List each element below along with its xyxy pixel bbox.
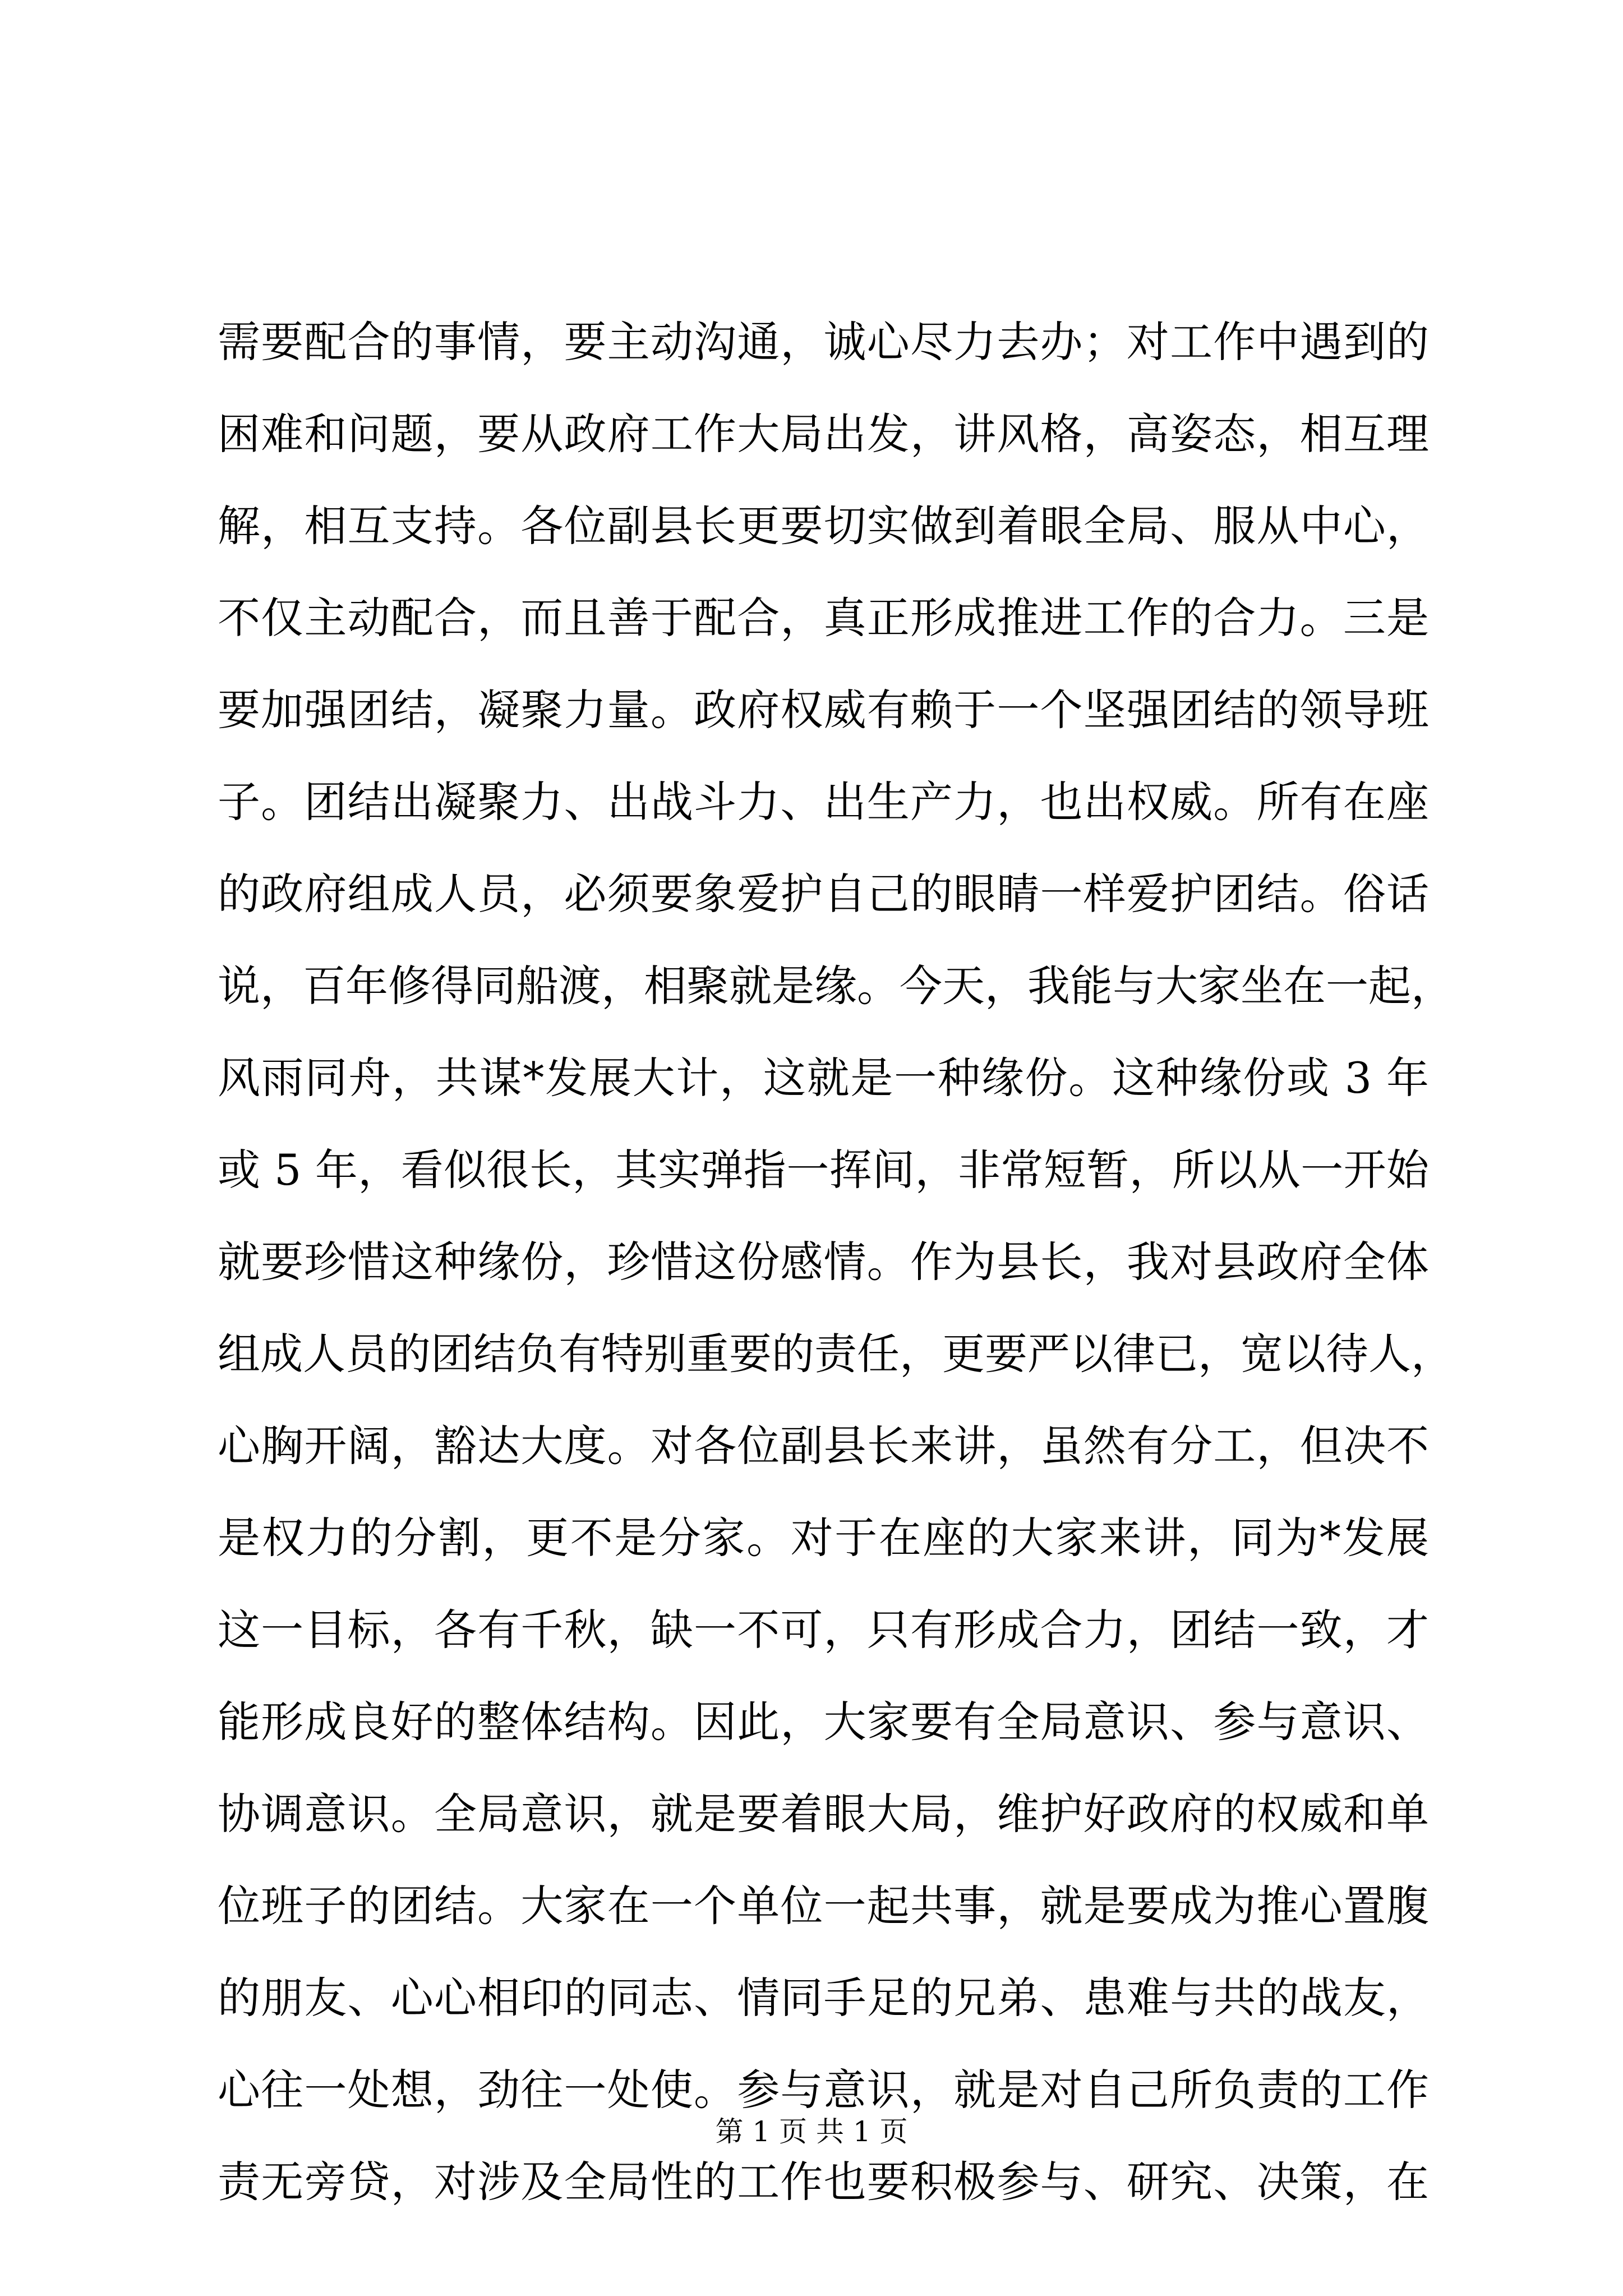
text-line: 就要珍惜这种缘份，珍惜这份感情。作为县长，我对县政府全体	[218, 1237, 1429, 1287]
text-line: 的政府组成人员，必须要象爱护自己的眼睛一样爱护团结。俗话	[218, 869, 1429, 919]
page-number: 第 1 页 共 1 页	[715, 2115, 908, 2148]
text-line: 是权力的分割，更不是分家。对于在座的大家来讲，同为*发展	[218, 1513, 1429, 1563]
text-line: 解，相互支持。各位副县长更要切实做到着眼全局、服从中心，	[218, 501, 1429, 551]
text-line: 责无旁贷，对涉及全局性的工作也要积极参与、研究、决策，在	[218, 2157, 1429, 2207]
text-line: 位班子的团结。大家在一个单位一起共事，就是要成为推心置腹	[218, 1881, 1429, 1931]
body-text	[218, 296, 1454, 2228]
text-line: 不仅主动配合，而且善于配合，真正形成推进工作的合力。三是	[218, 593, 1429, 643]
text-line: 说，百年修得同船渡，相聚就是缘。今天，我能与大家坐在一起，	[218, 961, 1454, 1011]
text-line: 要加强团结，凝聚力量。政府权威有赖于一个坚强团结的领导班	[218, 685, 1429, 735]
text-line: 或 5 年，看似很长，其实弹指一挥间，非常短暂，所以从一开始	[218, 1145, 1429, 1195]
text-line: 组成人员的团结负有特别重要的责任，更要严以律已，宽以待人，	[218, 1329, 1454, 1379]
text-line: 子。团结出凝聚力、出战斗力、出生产力，也出权威。所有在座	[218, 777, 1429, 827]
text-line: 协调意识。全局意识，就是要着眼大局，维护好政府的权威和单	[218, 1789, 1429, 1839]
text-line: 困难和问题，要从政府工作大局出发，讲风格，高姿态，相互理	[218, 409, 1429, 459]
page-footer	[0, 2115, 1623, 2148]
text-line: 心往一处想，劲往一处使。参与意识，就是对自己所负责的工作	[218, 2065, 1429, 2115]
text-line: 能形成良好的整体结构。因此，大家要有全局意识、参与意识、	[218, 1697, 1429, 1747]
text-line: 需要配合的事情，要主动沟通，诚心尽力去办；对工作中遇到的	[218, 317, 1429, 367]
text-line: 这一目标，各有千秋，缺一不可，只有形成合力，团结一致，才	[218, 1605, 1429, 1655]
text-line: 心胸开阔，豁达大度。对各位副县长来讲，虽然有分工，但决不	[218, 1421, 1429, 1471]
text-line: 风雨同舟，共谋*发展大计，这就是一种缘份。这种缘份或 3 年	[218, 1053, 1429, 1103]
text-line: 的朋友、心心相印的同志、情同手足的兄弟、患难与共的战友，	[218, 1973, 1429, 2023]
